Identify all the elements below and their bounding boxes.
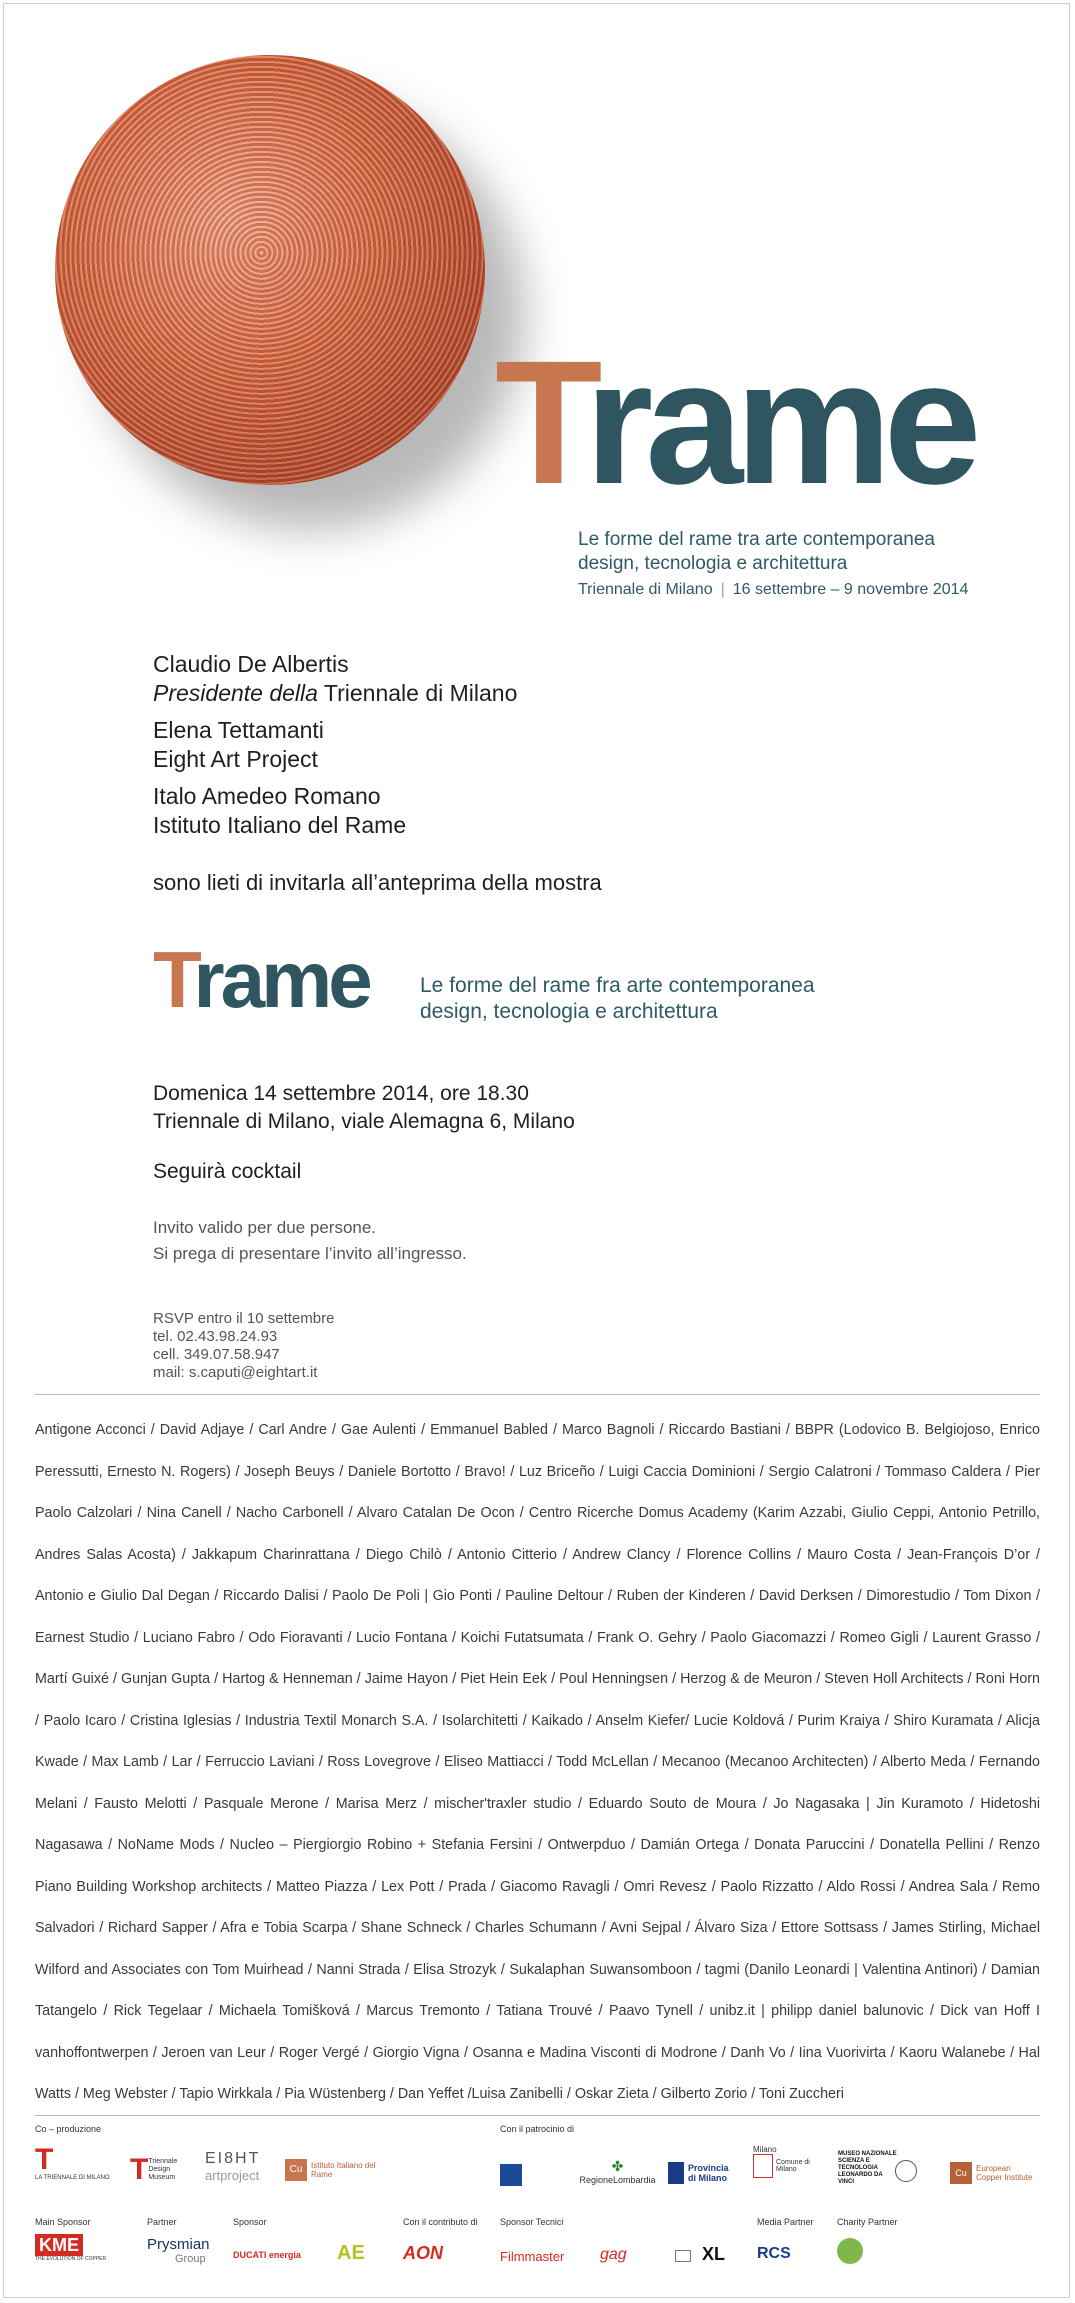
nord-energia-icon: AE [337,2241,365,2264]
european-cu-icon: Cu [950,2162,972,2184]
regione-icon: ✤ [611,2158,624,2174]
xl-logo [702,2242,742,2266]
regione-logo [575,2158,660,2188]
valid-line-1: Invito valido per due persone. [153,1218,377,1237]
regione-text: RegioneLombardia [579,2175,656,2185]
kme-mark: KME [35,2234,83,2256]
eight-logo-top: EI8HT [205,2150,261,2167]
invite-text: sono lieti di invitarla all’anteprima della mostra [153,870,602,895]
seal-icon [895,2160,917,2182]
event-place: Triennale di Milano, viale Alemagna 6, Milano [153,1110,575,1133]
design-museum-t-icon: T [130,2153,149,2186]
divider-bottom [35,2115,1040,2116]
provincia-logo [668,2155,743,2191]
triennale-t-icon: T [35,2143,54,2176]
dates: 16 settembre – 9 novembre 2014 [732,581,969,598]
eight-logo-bottom: artproject [205,2168,260,2183]
host-2 [153,716,324,774]
provincia-text: Provincia di Milano [688,2163,729,2183]
triennale-logo [35,2145,125,2195]
nord-energia-logo [337,2238,377,2268]
triennale-text: LA TRIENNALE DI MILANO [35,2175,110,2181]
main-title [495,325,974,521]
istituto-text: Istituto Italiano del Rame [311,2161,376,2179]
small-sponsor-icon [675,2250,691,2262]
comune-text: Comune di Milano [776,2159,810,2173]
filmmaster-text: Filmmaster [500,2248,565,2264]
valid-line-2: Si prega di presentare l’invito all’ingresso. [153,1244,467,1263]
host-1-role [153,679,517,708]
milano-logo [753,2145,828,2193]
host-3-name: Italo Amedeo Romano [153,783,381,809]
host-2-name: Elena Tettamanti [153,717,324,743]
design-museum-text: Triennale Design Museum [148,2158,178,2181]
eight-art-logo [205,2150,280,2190]
istituto-rame-logo [285,2155,405,2185]
prysmian-logo [147,2236,217,2268]
sponsor-label: Sponsor [233,2217,267,2227]
charity-icon [837,2238,863,2264]
rcs-text: RCS [757,2245,791,2262]
coproduzione-label: Co – produzione [35,2124,102,2134]
gag-logo [600,2244,650,2266]
partner-label: Partner [147,2217,177,2227]
divider-top [35,1394,1040,1395]
host-1-role-rest: Triennale di Milano [317,680,518,706]
comune-crest-icon [753,2154,773,2178]
logo2-line-1: Le forme del rame fra arte contemporanea [420,974,815,997]
artists-list: Antigone Acconci / David Adjaye / Carl Andre / Gae Aulenti / Emmanuel Babled / Marco Bagnoli / Riccardo Bastiani / BBPR (Lodovico B. Belgiojoso, Enrico Peressutti, Ernesto N. Rogers) / Joseph Beuys / Daniele Bortotto / Bravo! / Luz Briceño / Luigi Caccia Dominioni / Sergio Calatroni / Tommaso Caldera / Pier Paolo Calzolari / Nina Canell / Nacho Carbonell / Alvaro Catalan De Ocon / Centro Ricerche Domus Academy (Karim Azzabi, Giulio Ceppi, Antonio Petrillo, Andres Salas Acosta) / Jakkapum Charinrattana / Diego Chilò / Antonio Citterio / Andrew Clancy / Florence Collins / Mauro Costa / Jean-François D’or / Antonio e Giulio Dal Degan / Riccardo Dalisi / Paolo De Poli | Gio Ponti / Pauline Deltour / Ruben der Kinderen / David Derksen / Dimorestudio / Tom Dixon / Earnest Studio / Luciano Fabro / Odo Fioravanti / Lucio Fontana / Koichi Futatsumata / Frank O. Gehry / Paolo Giacomazzi / Romeo Gigli / Laurent Grasso / Martí Guixé / Gunjan Gupta / Hartog & Henneman / Jaime Hayon / Piet Hein Eek / Poul Henningsen / Herzog & de Meuron / Steven Holl Architects / Roni Horn / Paolo Icaro / Cristina Iglesias / Industria Textil Monarch S.A. / Isolarchitetti / Kaikado / Anselm Kiefer/ Lucie Koldová / Purim Kraiya / Shiro Kuramata / Alicja Kwade / Max Lamb / Lar / Ferruccio Laviani / Ross Lovegrove / Eliseo Mattiacci / Todd McLellan / Mecanoo (Mecanoo Architecten) / Alberto Meda / Fernando Melani / Fausto Melotti / Pasquale Merone / Marisa Merz / mischer'traxler studio / Eduardo Souto de Moura / Jo Nagasaka | Jin Kuramoto / Hidetoshi Nagasawa / NoName Mods / Nucleo – Piergiorgio Robino + Stefania Fersini / Ontwerpduo / Damián Ortega / Donata Paruccini / Donatella Pellini / Renzo Piano Building Workshop architects / Matteo Piazza / Lex Pott / Prada / Giacomo Ravagli / Omri Revesz / Paolo Rizzatto / Aldo Rossi / Andrea Sala / Remo Salvadori / Richard Sapper / Afra e Tobia Scarpa / Shane Schneck / Charles Schumann / Avni Sejpal / Álvaro Siza / Ettore Sottsass / James Stirling, Michael Wilford and Associates con Tom Muirhead / Nanni Strada / Elisa Strozyk / Sukalaphan Suwansomboon / tagmi (Danilo Leonardi | Valentina Antinori) / Damian Tatangelo / Rick Tegelaar / Michaela Tomišková / Marcus Tremonto / Tatiana Trouvé / Paavo Tynell / unibz.it | philipp daniel balunovic / Dick van Hoff I vanhoffontwerpen / Jeroen van Leur / Roger Vergé / Giorgio Vigna / Osanna e Madina Visconti di Modrone / Danh Vo / Iina Vuorivirta / Kaoru Walanebe / Hal Watts / Meg Webster / Tapio Wirkkala / Pia Wüstenberg / Dan Yeffet /Luisa Zanibelli / Oskar Zieta / Gilberto Zorio / Toni Zuccheri [35,1422,1040,2102]
rcs-logo [757,2242,802,2266]
rsvp-cell: cell. 349.07.58.947 [153,1346,280,1363]
rsvp-phone: tel. 02.43.98.24.93 [153,1328,278,1345]
gag-text: gag [600,2246,627,2263]
small-sponsor-logo [675,2248,695,2264]
logo2-tagline [420,973,815,1025]
venue-dates [578,581,968,599]
venue: Triennale di Milano [578,581,713,598]
museo-logo [838,2146,898,2190]
venue-separator: | [720,581,725,598]
xl-text: XL [702,2243,726,2264]
design-museum-logo [130,2155,190,2185]
main-title-rest: rame [584,325,974,521]
event-info [153,1080,575,1136]
ducati-logo [233,2245,323,2265]
charity-logo [837,2234,877,2268]
tagline-line-1: Le forme del rame tra arte contemporanea [578,529,935,550]
tagline-line-2: design, tecnologia e architettura [578,553,848,574]
prysmian-sub: Group [175,2253,206,2265]
provincia-shield-icon [668,2162,684,2184]
host-1-name: Claudio De Albertis [153,651,349,677]
ministero-icon [500,2164,522,2186]
sponsor-tecnici-label: Sponsor Tecnici [500,2217,564,2227]
kme-logo [35,2234,110,2268]
cu-icon: Cu [285,2159,307,2181]
rsvp-block [153,1310,334,1382]
main-title-t: T [495,325,585,521]
aon-text: AON [403,2242,443,2263]
museo-text: MUSEO NAZIONALE SCIENZA E TECNOLOGIA LEONARDO DA VINCI [838,2150,897,2185]
filmmaster-logo [500,2246,590,2266]
event-date: Domenica 14 settembre 2014, ore 18.30 [153,1082,529,1105]
logo2-line-2: design, tecnologia e architettura [420,1000,718,1023]
patrocinio-label: Con il patrocinio di [500,2124,575,2134]
cocktail-note: Seguirà cocktail [153,1160,302,1183]
host-3 [153,782,406,840]
rsvp-mail[interactable]: mail: s.caputi@eightart.it [153,1364,318,1381]
trame-logo-small [153,935,369,1024]
main-sponsor-label: Main Sponsor [35,2217,91,2227]
main-tagline [578,528,935,576]
logo2-rest: rame [193,935,369,1024]
aon-logo [403,2238,463,2268]
media-partner-label: Media Partner [757,2217,814,2227]
logo2-t: T [153,935,194,1024]
copper-ball-image [55,55,485,485]
host-1-role-italic: Presidente della [153,680,318,706]
host-1 [153,650,517,708]
ministero-logo [500,2160,570,2190]
european-copper-logo [950,2158,1045,2188]
charity-partner-label: Charity Partner [837,2217,898,2227]
european-text: European Copper Institute [976,2164,1033,2182]
host-3-role: Istituto Italiano del Rame [153,812,407,838]
kme-sub: THE EVOLUTION OF COPPER [35,2256,107,2262]
rsvp-line-1: RSVP entro il 10 settembre [153,1310,335,1327]
ducati-text: DUCATI energia [233,2250,301,2260]
prysmian-text: Prysmian [147,2236,210,2253]
seal-logo [895,2156,925,2186]
validity-note [153,1215,467,1267]
comune-row [753,2154,816,2178]
contributo-label: Con il contributo di [403,2217,478,2227]
host-2-role: Eight Art Project [153,746,318,772]
milano-label: Milano [753,2145,777,2154]
